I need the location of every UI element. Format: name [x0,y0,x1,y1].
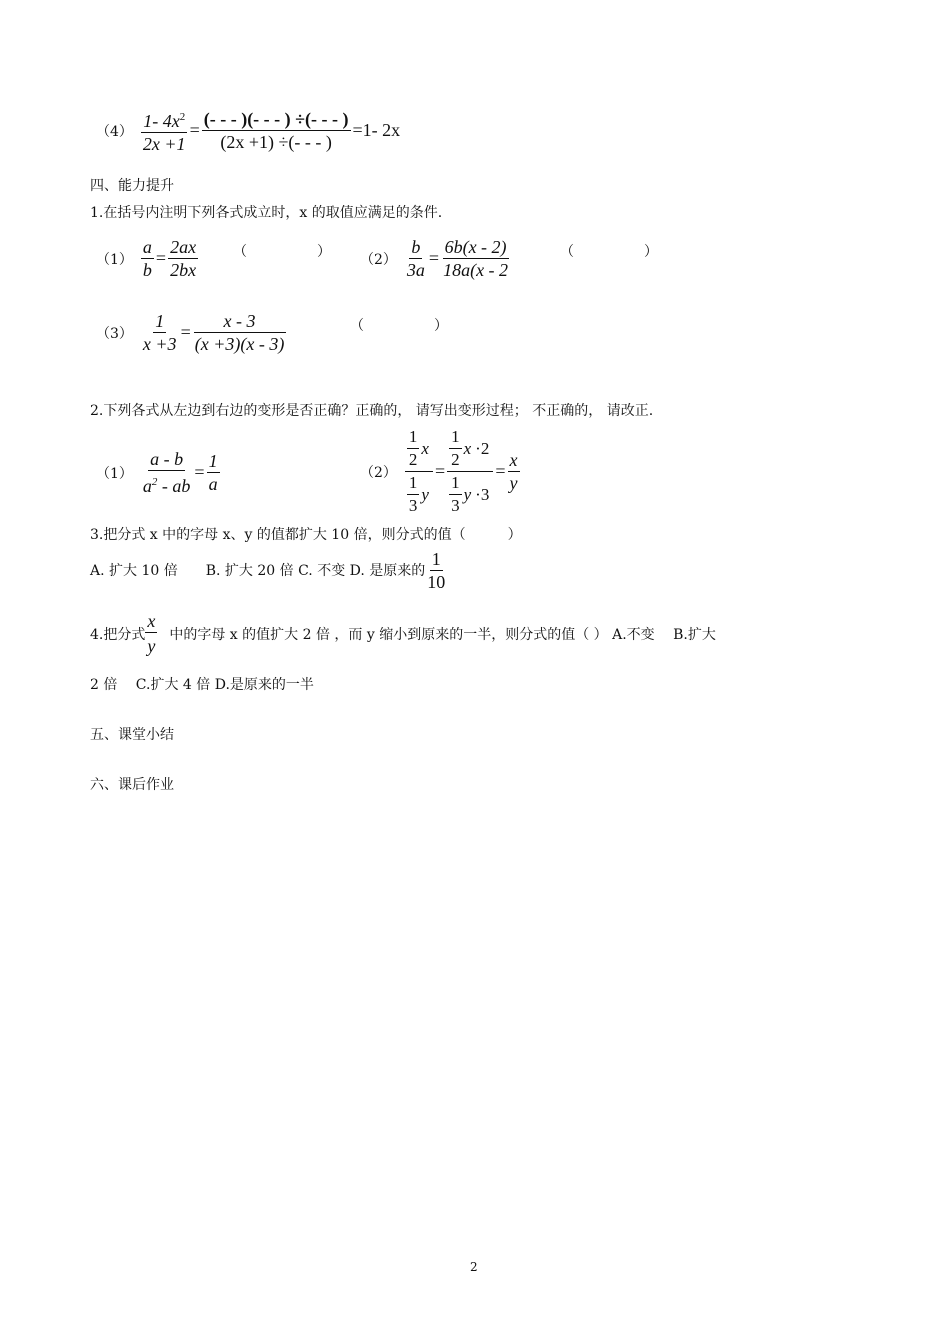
half-fraction: $\frac{1}{2}$ [408,427,418,469]
frac-den: y [147,636,156,656]
equals-sign: = [194,462,205,482]
p2-item2-mid: $\frac{1}{2}$ x·2 $\frac{1}{3}$ y·3 [447,426,493,517]
q4-rhs-den: (2x +1) ÷(- - - ) [220,132,332,152]
p2-item1 [96,448,220,497]
q4-rhs-fraction [202,108,351,153]
q4-lhs-num: 1- 4x [143,111,180,131]
frac-num: x [147,611,156,631]
frac-num: 6b(x - 2) [444,237,507,257]
p2-item1-lhs [141,448,193,497]
p1-item1-answer-blank[interactable]: （ ） [233,244,331,260]
frac-den: (x +3)(x - 3) [194,334,285,354]
q4-label: （4） [96,123,133,140]
p1-item3-lhs [141,310,179,355]
equals-sign: = [495,461,506,481]
frac-num: a [142,237,152,257]
p2-item1-rhs [207,450,220,495]
frac-den: b [142,260,152,280]
p1-item3 [96,310,286,355]
p3-fraction [425,548,447,593]
p2-text: 2.下列各式从左边到右边的变形是否正确？正确的， 请写出变形过程； 不正确的， 请改正. [90,403,654,419]
frac-num: 1 [155,311,165,331]
frac-num: x - 3 [194,310,286,333]
section5-title: 五、课堂小结 [90,727,174,743]
frac-den: 2bx [170,260,197,280]
p2-item1-label: （1） [96,465,133,482]
equals-sign: = [428,248,440,268]
p1-item2-rhs [441,236,510,281]
p1-item2-label: （2） [360,251,397,268]
frac-den: 3a [406,260,425,280]
p1-item2-answer-blank[interactable]: （ ） [560,244,658,260]
p2-item2-label: （2） [360,464,397,481]
third-fraction: $\frac{1}{3}$ [408,473,418,515]
frac-num: x [509,450,518,470]
q4-lhs-exp: 2 [179,111,186,123]
p1-text: 1.在括号内注明下列各式成立时，x 的取值应满足的条件. [90,205,443,221]
frac-den: x +3 [142,334,177,354]
section4-title: 四、能力提升 [90,178,174,194]
frac-den: 18a(x - 2 [443,260,509,280]
p1-item1-lhs [141,236,154,281]
p2-item2 [360,426,520,517]
p1-item2-lhs [405,236,427,281]
q4-result: =1- 2x [352,120,401,140]
p1-item2 [360,236,510,281]
equals-sign: = [180,322,191,342]
frac-num: 2ax [170,237,197,257]
frac-den: 10 [427,572,446,592]
q4-rhs-num: (- - - )(- - - ) ÷(- - - ) [203,109,349,129]
page-number: 2 [470,1260,478,1274]
q4-lhs-den: 2x +1 [142,134,186,154]
p3-text: 3.把分式 x 中的字母 x、y 的值都扩大 10 倍，则分式的值（ ） [90,527,522,543]
frac-num: b [411,237,421,257]
equals-sign: = [189,120,200,140]
p1-item1-label: （1） [96,251,133,268]
p4-prefix: 4.把分式 [90,626,146,643]
p1-item3-answer-blank[interactable]: （ ） [350,318,448,334]
frac-num: 1 [208,451,218,471]
p4-line2: 2 倍 C.扩大 4 倍 D.是原来的一半 [90,677,314,693]
frac-num: 1 [431,549,441,569]
q4-item [96,106,402,155]
p1-item1-rhs [168,236,198,281]
p1-item3-label: （3） [96,325,133,342]
p4-fraction [145,610,157,659]
frac-den: $a^2$ - ab [142,476,191,496]
p2-item2-rhs [508,449,520,494]
p2-item2-lhs: $\frac{1}{2}$ x $\frac{1}{3}$ y [405,426,433,517]
frac-den: y [509,473,518,493]
p4-line1 [90,610,716,659]
q4-lhs-fraction [141,106,188,155]
equals-sign: = [155,248,167,268]
p1-item1 [96,236,198,281]
p1-item3-rhs [193,310,287,355]
p4-suffix: 中的字母 x 的值扩大 2 倍 ，而 y 缩小到原来的一半，则分式的值（ ） A.不变 B.扩大 [169,626,716,643]
equals-sign: = [434,461,446,481]
p3-options [90,548,447,593]
frac-num: a - b [150,449,184,469]
frac-den: a [208,474,218,494]
p3-options-text: A. 扩大 10 倍 B. 扩大 20 倍 C. 不变 D. 是原来的 [90,562,426,579]
section6-title: 六、课后作业 [90,777,174,793]
